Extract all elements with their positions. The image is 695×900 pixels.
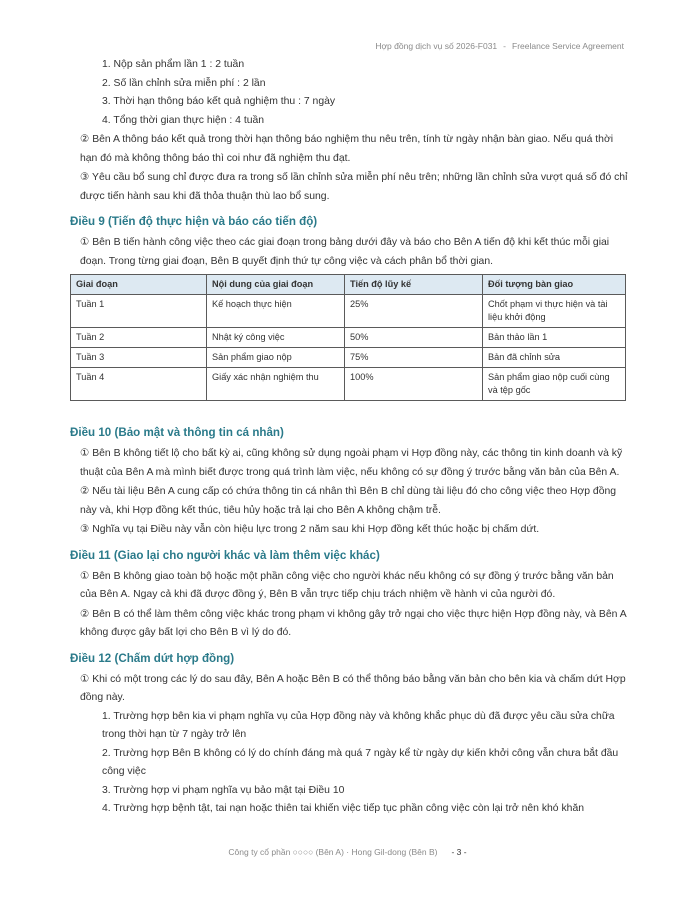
contract-title: Freelance Service Agreement	[512, 41, 624, 51]
table-row	[71, 295, 626, 328]
list-item: 1. Trường hợp bên kia vi phạm nghĩa vụ của Hợp đồng này và không khắc phục dù đã được yêu cầu sửa chữa trong thời hạn từ 7 ngày trở lên	[102, 710, 615, 740]
clause-8-3: ③ Yêu cầu bổ sung chỉ được đưa ra trong số lần chỉnh sửa miễn phí nêu trên; những lần chỉnh sửa vượt quá số đó chỉ được tiến hành sau khi đã thỏa thuận thù lao bổ sung.	[80, 172, 628, 202]
schedule-list	[70, 56, 628, 130]
clause-10-3: ③ Nghĩa vụ tại Điều này vẫn còn hiệu lực trong 2 năm sau khi Hợp đồng kết thúc hoặc bị chấm dứt.	[80, 524, 540, 535]
table-row	[71, 328, 626, 348]
list-item: 3. Trường hợp vi phạm nghĩa vụ bảo mật tại Điều 10	[102, 784, 345, 796]
page-footer	[0, 847, 695, 857]
table-cell: Sản phẩm giao nộp cuối cùng và tệp gốc	[483, 368, 626, 401]
table-row	[71, 368, 626, 401]
list-item: 2. Số lần chỉnh sửa miễn phí : 2 lần	[102, 77, 266, 89]
article-12-heading: Điều 12 (Chấm dứt hợp đồng)	[70, 651, 235, 665]
clause-10-2: ② Nếu tài liệu Bên A cung cấp có chứa thông tin cá nhân thì Bên B chỉ dùng tài liệu đó cho công việc theo Hợp đồng này và, khi Hợp đồng kết thúc, tiêu hủy hoặc trả lại cho Bên A không chậm trễ.	[80, 486, 617, 516]
article-11-heading: Điều 11 (Giao lại cho người khác và làm thêm việc khác)	[70, 548, 380, 562]
table-cell: Bản đã chỉnh sửa	[483, 348, 626, 368]
table-cell: Tuần 3	[71, 348, 207, 368]
list-item: 4. Trường hợp bệnh tật, tai nạn hoặc thiên tai khiến việc tiếp tục phần công việc còn lại trở nên khó khăn	[102, 803, 584, 814]
clause-11-1: ① Bên B không giao toàn bộ hoặc một phần công việc cho người khác nếu không có sự đồng ý trước bằng văn bản của Bên A. Ngay cả khi đã được đồng ý, Bên B vẫn trực tiếp chịu trách nhiệm về hành vi của người đó.	[80, 570, 614, 600]
table-cell: 25%	[345, 295, 483, 328]
document-body	[70, 56, 628, 819]
table-cell: Sản phẩm giao nộp	[207, 348, 345, 368]
list-item: 3. Thời hạn thông báo kết quả nghiệm thu : 7 ngày	[102, 96, 336, 107]
list-item: 4. Tổng thời gian thực hiện : 4 tuần	[102, 114, 265, 126]
table-cell: 100%	[345, 368, 483, 401]
progress-table	[70, 274, 626, 401]
article-9-heading: Điều 9 (Tiến độ thực hiện và báo cáo tiến độ)	[70, 215, 318, 228]
list-item: 2. Trường hợp Bên B không có lý do chính đáng mà quá 7 ngày kể từ ngày dự kiến khởi công vẫn chưa bắt đầu công việc	[102, 747, 619, 777]
table-cell: Nhật ký công việc	[207, 328, 345, 348]
table-cell: Giấy xác nhận nghiệm thu	[207, 368, 345, 401]
table-cell: 50%	[345, 328, 483, 348]
column-header: Tiến độ lũy kế	[345, 275, 483, 295]
page-header	[375, 41, 624, 51]
clause-9-1: ① Bên B tiến hành công việc theo các giai đoạn trong bảng dưới đây và báo cho Bên A tiến độ khi kết thúc mỗi giai đoạn. Trong từng giai đoạn, Bên B quyết định thứ tự công việc và cách phân bổ thời gian.	[80, 237, 610, 267]
column-header: Nội dung của giai đoạn	[207, 275, 345, 295]
header-separator: -	[503, 41, 507, 51]
table-row	[71, 348, 626, 368]
column-header: Giai đoạn	[71, 275, 207, 295]
table-cell: Bản thảo lần 1	[483, 328, 626, 348]
footer-parties: Công ty cổ phần ○○○○ (Bên A) · Hong Gil-dong (Bên B)	[228, 847, 438, 857]
column-header: Đối tượng bàn giao	[483, 275, 626, 295]
table-header-row	[71, 275, 626, 295]
table-cell: 75%	[345, 348, 483, 368]
termination-list	[70, 708, 628, 819]
clause-8-2: ② Bên A thông báo kết quả trong thời hạn thông báo nghiệm thu nêu trên, tính từ ngày nhận bàn giao. Nếu quá thời hạn đó mà không thông báo thì coi như đã nghiệm thu đạt.	[80, 134, 614, 164]
table-cell: Kế hoạch thực hiện	[207, 295, 345, 328]
list-item: 1. Nộp sản phẩm lần 1 : 2 tuần	[102, 59, 245, 70]
table-cell: Chốt phạm vi thực hiện và tài liệu khởi động	[483, 295, 626, 328]
table-cell: Tuần 1	[71, 295, 207, 328]
table-cell: Tuần 2	[71, 328, 207, 348]
table-cell: Tuần 4	[71, 368, 207, 401]
clause-12-1: ① Khi có một trong các lý do sau đây, Bên A hoặc Bên B có thể thông báo bằng văn bản cho bên kia và chấm dứt Hợp đồng này.	[80, 673, 626, 703]
article-10-heading: Điều 10 (Bảo mật và thông tin cá nhân)	[70, 426, 284, 439]
page-number: - 3 -	[451, 847, 467, 857]
clause-11-2: ② Bên B có thể làm thêm công việc khác trong phạm vi không gây trở ngại cho việc thực hiện Hợp đồng này, và Bên A không được gây bất lợi cho Bên B vì lý do đó.	[80, 608, 627, 638]
contract-number: Hợp đồng dịch vụ số 2026-F031	[375, 41, 498, 51]
clause-10-1: ① Bên B không tiết lộ cho bất kỳ ai, cũng không sử dụng ngoài phạm vi Hợp đồng này, các thông tin kinh doanh và kỹ thuật của Bên A mà mình biết được trong quá trình làm việc, nếu không có sự đồng ý trước bằng văn bản của Bên A.	[80, 448, 623, 478]
